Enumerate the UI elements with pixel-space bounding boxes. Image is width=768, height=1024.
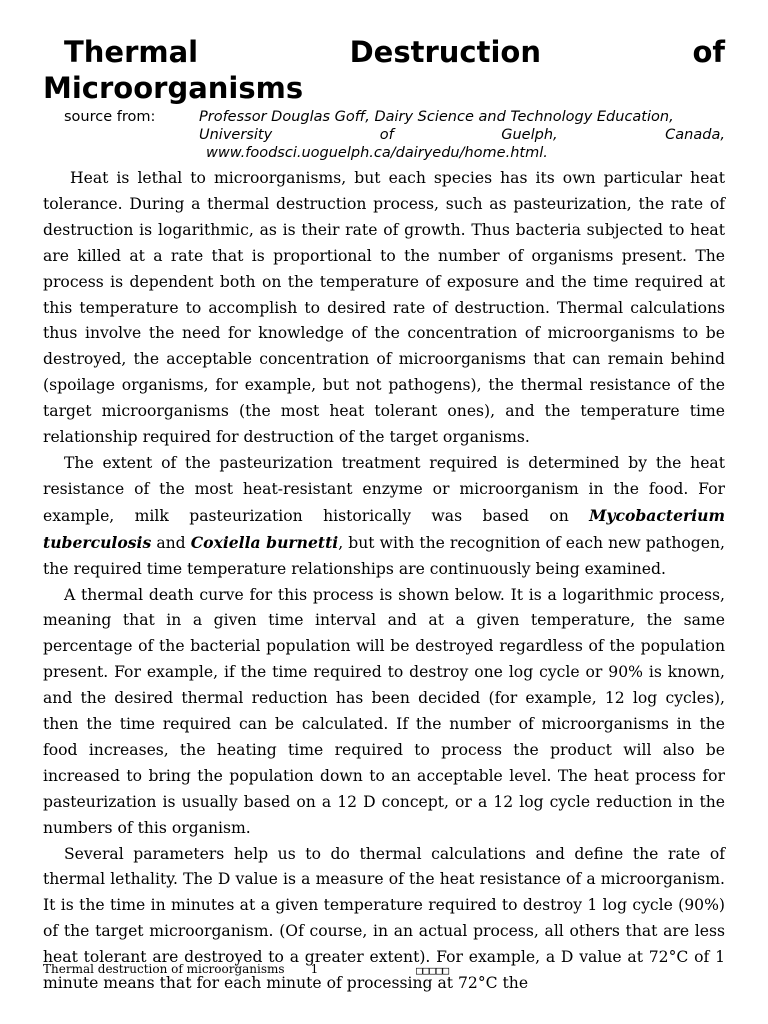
paragraph-2-text-b: , but with the recognition of each new pathogen, the required time temperature relationships are continuously being examined.	[43, 533, 725, 578]
source-attribution	[43, 108, 725, 162]
body-text	[43, 166, 725, 997]
title-word: of	[692, 35, 725, 69]
document-title	[43, 34, 725, 106]
page-footer	[43, 962, 450, 977]
paragraph-3: A thermal death curve for this process is shown below. It is a logarithmic process, meaning that in a given time interval and at a given temperature, the same percentage of the bacterial population will be destroyed regardless of the population present. For example, if the time required to destroy one log cycle or 90% is known, and the desired thermal reduction has been decided (for example, 12 log cycles), then the time required can be calculated. If the number of microorganisms in the food increases, the heating time required to process the product will also be increased to bring the population down to an acceptable level. The heat process for pasteurization is usually based on a 12 D concept, or a 12 log cycle reduction in the numbers of this organism.	[43, 585, 725, 837]
document-page	[43, 34, 725, 997]
source-word: Canada,	[665, 127, 725, 143]
footer-running-title: Thermal destruction of microorganisms	[43, 962, 285, 976]
source-word: of	[379, 127, 394, 143]
page-number: 1	[310, 962, 319, 976]
title-line-2: Microorganisms	[43, 71, 304, 105]
paragraph-4: Several parameters help us to do thermal calculations and define the rate of thermal lethality. The D value is a measure of the heat resistance of a microorganism. It is the time in minutes at a given temperature required to destroy 1 log cycle (90%) of the target microorganism. (Of course, in an actual process, all others that are less heat tolerant are destroyed to a greater extent). For example, a D value at 72°C of 1 minute means that for each minute of processing at 72°C the	[43, 844, 725, 993]
paragraph-2	[43, 451, 725, 583]
source-url-text: www.foodsci.uoguelph.ca/dairyedu/home.html.	[206, 145, 548, 161]
species-name: Coxiella burnetti	[190, 532, 339, 552]
title-word: Destruction	[349, 35, 541, 69]
title-line-1	[43, 34, 725, 70]
paragraph-2-text-a: The extent of the pasteurization treatment required is determined by the heat resistance of the most heat-resistant enzyme or microorganism in the food. For example, milk pasteurization historically was based on	[43, 453, 725, 525]
source-line-2	[199, 126, 725, 144]
source-line-1: Professor Douglas Goff, Dairy Science and Technology Education,	[199, 109, 674, 125]
source-word: Guelph,	[501, 127, 558, 143]
paragraph-1: Heat is lethal to microorganisms, but each species has its own particular heat tolerance. During a thermal destruction process, such as pasteurization, the rate of destruction is logarithmic, as is their rate of growth. Thus bacteria subjected to heat are killed at a rate that is proportional to the number of organisms present. The process is dependent both on the temperature of exposure and the time required at this temperature to accomplish to desired rate of destruction. Thermal calculations thus involve the need for knowledge of the concentration of microorganisms to be destroyed, the acceptable concentration of microorganisms that can remain behind (spoilage organisms, for example, but not pathogens), the thermal resistance of the target microorganisms (the most heat tolerant ones), and the temperature time relationship required for destruction of the target organisms.	[43, 169, 725, 447]
source-url	[199, 144, 725, 162]
footer-glyphs: □□□□□	[416, 964, 450, 977]
source-text	[199, 108, 725, 162]
source-word: University	[199, 127, 273, 143]
title-word: Thermal	[64, 35, 199, 69]
species-name: Mycobacterium tuberculosis	[43, 505, 725, 552]
source-label: source from:	[64, 109, 156, 125]
paragraph-2-and: and	[156, 533, 186, 552]
